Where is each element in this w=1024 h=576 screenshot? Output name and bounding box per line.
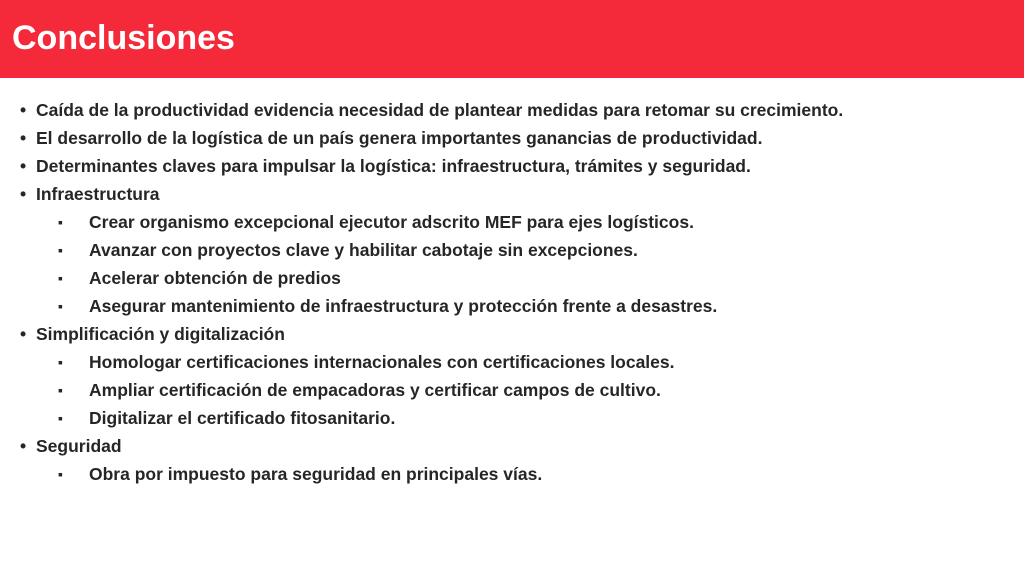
bullet-dot-icon: • bbox=[20, 100, 27, 120]
bullet-text: Determinantes claves para impulsar la logística: infraestructura, trámites y seguridad. bbox=[36, 156, 751, 176]
bullet-text: Seguridad bbox=[36, 436, 122, 456]
square-bullet-icon: ▪ bbox=[58, 354, 63, 370]
bullet-dot-icon: • bbox=[20, 184, 27, 204]
bullet-item bbox=[20, 124, 1010, 152]
bullet-dot-icon: • bbox=[20, 324, 27, 344]
section-heading-simplificacion bbox=[20, 320, 1010, 348]
sub-bullet-item bbox=[20, 236, 1010, 264]
section-heading-infraestructura bbox=[20, 180, 1010, 208]
title-bar bbox=[0, 0, 1024, 78]
sub-bullet-item bbox=[20, 264, 1010, 292]
sub-bullet-text: Homologar certificaciones internacionales con certificaciones locales. bbox=[89, 352, 675, 372]
sub-bullet-item bbox=[20, 460, 1010, 488]
sub-bullet-text: Crear organismo excepcional ejecutor adscrito MEF para ejes logísticos. bbox=[89, 212, 694, 232]
bullet-dot-icon: • bbox=[20, 128, 27, 148]
section-heading-seguridad bbox=[20, 432, 1010, 460]
sub-bullet-item bbox=[20, 208, 1010, 236]
sub-bullet-text: Asegurar mantenimiento de infraestructura y protección frente a desastres. bbox=[89, 296, 718, 316]
square-bullet-icon: ▪ bbox=[58, 382, 63, 398]
sub-bullet-text: Acelerar obtención de predios bbox=[89, 268, 341, 288]
bullet-list bbox=[20, 96, 1010, 488]
bullet-item bbox=[20, 152, 1010, 180]
square-bullet-icon: ▪ bbox=[58, 410, 63, 426]
square-bullet-icon: ▪ bbox=[58, 270, 63, 286]
bullet-item bbox=[20, 96, 1010, 124]
sub-bullet-item bbox=[20, 348, 1010, 376]
bullet-dot-icon: • bbox=[20, 156, 27, 176]
bullet-text: Infraestructura bbox=[36, 184, 160, 204]
sub-bullet-text: Avanzar con proyectos clave y habilitar cabotaje sin excepciones. bbox=[89, 240, 638, 260]
sub-bullet-item bbox=[20, 404, 1010, 432]
bullet-dot-icon: • bbox=[20, 436, 27, 456]
bullet-text: El desarrollo de la logística de un país genera importantes ganancias de productividad. bbox=[36, 128, 763, 148]
square-bullet-icon: ▪ bbox=[58, 466, 63, 482]
sub-bullet-item bbox=[20, 292, 1010, 320]
square-bullet-icon: ▪ bbox=[58, 298, 63, 314]
bullet-text: Simplificación y digitalización bbox=[36, 324, 285, 344]
bullet-text: Caída de la productividad evidencia necesidad de plantear medidas para retomar su crecimiento. bbox=[36, 100, 844, 120]
sub-bullet-item bbox=[20, 376, 1010, 404]
square-bullet-icon: ▪ bbox=[58, 242, 63, 258]
square-bullet-icon: ▪ bbox=[58, 214, 63, 230]
slide-title: Conclusiones bbox=[12, 19, 235, 57]
sub-bullet-text: Obra por impuesto para seguridad en principales vías. bbox=[89, 464, 543, 484]
sub-bullet-text: Ampliar certificación de empacadoras y certificar campos de cultivo. bbox=[89, 380, 661, 400]
sub-bullet-text: Digitalizar el certificado fitosanitario. bbox=[89, 408, 396, 428]
